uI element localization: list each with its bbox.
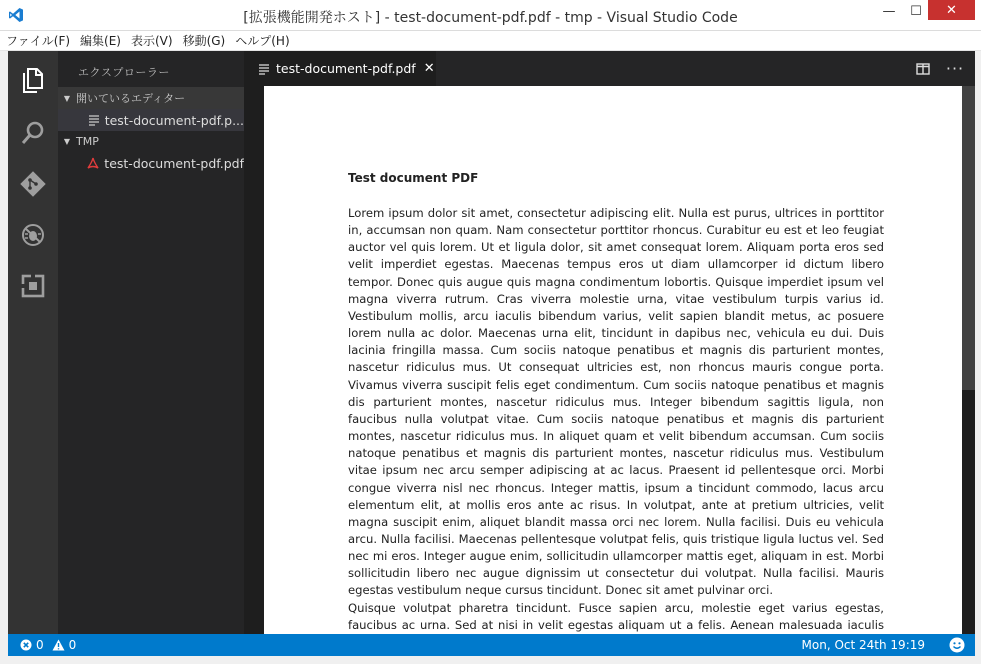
window-frame-bottom <box>0 656 981 664</box>
status-datetime[interactable]: Mon, Oct 24th 19:19 <box>801 638 925 652</box>
activity-explorer[interactable] <box>8 55 58 105</box>
lines-file-icon <box>258 63 270 75</box>
maximize-button[interactable]: ☐ <box>910 3 922 19</box>
file-tree-label: test-document-pdf.pdf <box>104 155 244 171</box>
warning-icon <box>52 639 65 651</box>
close-window-button[interactable]: ✕ <box>928 0 975 20</box>
title-bar <box>0 0 981 31</box>
lines-file-icon <box>87 113 101 127</box>
minimize-button[interactable]: — <box>882 3 896 19</box>
explorer-title: エクスプローラー <box>78 66 170 79</box>
window-frame-left <box>0 51 8 664</box>
menu-file[interactable]: ファイル(F) <box>6 34 71 48</box>
menu-help[interactable]: ヘルプ(H) <box>235 34 290 48</box>
document-body <box>348 205 884 651</box>
editor-tabs-bar <box>244 51 975 86</box>
extensions-icon <box>20 273 46 299</box>
warning-count: 0 <box>68 638 77 652</box>
tab-close-button[interactable]: ✕ <box>423 61 435 76</box>
explorer-sidebar <box>58 51 244 634</box>
menu-go[interactable]: 移動(G) <box>182 34 226 48</box>
editor-area <box>244 86 975 634</box>
folder-label: TMP <box>76 134 99 148</box>
activity-git[interactable] <box>8 159 58 209</box>
open-editors-label: 開いているエディター <box>76 92 186 105</box>
open-editors-section-header[interactable] <box>58 87 244 109</box>
chevron-down-icon: ▼ <box>63 136 71 146</box>
activity-search[interactable] <box>8 108 58 158</box>
window-frame-right <box>975 51 981 664</box>
git-icon <box>20 171 46 197</box>
open-editor-item[interactable] <box>58 109 244 131</box>
activity-bar <box>8 51 58 634</box>
menu-bar <box>0 31 981 51</box>
more-actions-button[interactable]: ··· <box>945 59 965 78</box>
open-editor-label: test-document-pdf.p... <box>104 112 244 128</box>
chevron-down-icon: ▼ <box>63 93 71 103</box>
document-paragraph: Quisque volutpat pharetra tincidunt. Fusce sapien arcu, molestie eget varius egestas, faucibus ac urna. Sed at nisi in velit egestas aliquam ut a felis. Aenean malesuada iaculis <box>348 600 884 632</box>
pdf-page <box>264 86 962 634</box>
editor-scrollbar[interactable] <box>962 86 975 634</box>
files-icon <box>21 67 45 93</box>
split-editor-icon <box>916 63 930 75</box>
problems-indicator[interactable] <box>20 638 76 652</box>
window-title: [拡張機能開発ホスト] - test-document-pdf.pdf - tmp - Visual Studio Code <box>243 10 738 26</box>
activity-debug[interactable] <box>8 210 58 260</box>
scrollbar-thumb[interactable] <box>962 86 975 390</box>
error-count: 0 <box>36 638 44 652</box>
menu-edit[interactable]: 編集(E) <box>80 34 121 48</box>
debug-icon <box>20 222 46 248</box>
status-bar <box>8 634 975 656</box>
tab-test-document-pdf[interactable] <box>244 51 436 86</box>
pdf-icon <box>86 156 100 170</box>
document-paragraph: Lorem ipsum dolor sit amet, consectetur adipiscing elit. Nulla est purus, ultrices in porttitor in, accumsan non quam. Nam consectetur porttitor rhoncus. Curabitur eu est et leo feugiat auctor vel quis lorem. Ut et ligula dolor, sit amet consequat lorem. Aliquam porta eros sed velit imperdiet egestas. Maecenas tempus eros ut diam ullamcorper id dictum libero tempor. Donec quis augue quis magna condimentum lobortis. Quisque imperdiet ipsum vel magna viverra rutrum. Cras viverra molestie urna, vitae vestibulum turpis varius id. Vestibulum mollis, arcu iaculis bibendum varius, velit sapien blandit metus, ac posuere lorem nulla ac dolor. Maecenas urna elit, tincidunt in dapibus nec, vehicula eu dui. Duis lacinia fringilla massa. Cum sociis natoque penatibus et magnis dis parturient montes, nascetur ridiculus mus. Ut consequat ultricies est, non rhoncus mauris congue porta. Vivamus viverra suscipit felis eget condimentum. Cum sociis natoque penatibus et magnis dis parturient montes, nascetur ridiculus mus. Integer bibendum sagittis ligula, non faucibus nulla volutpat vitae. Cum sociis natoque penatibus et magnis dis parturient montes, nascetur ridiculus mus. In aliquet quam et velit bibendum accumsan. Cum sociis natoque penatibus et magnis dis parturient montes, nascetur ridiculus mus. Vestibulum vitae ipsum nec arcu semper adipiscing at ac lacus. Praesent id pellentesque orci. Morbi congue viverra nisl nec rhoncus. Integer mattis, ipsum a tincidunt commodo, lacus arcu elementum elit, at mollis eros ante ac risus. In volutpat, ante at pretium ultricies, velit magna suscipit enim, aliquet blandit massa orci nec lorem. Nulla facilisi. Duis eu vehicula arcu. Nulla facilisi. Maecenas pellentesque volutpat felis, quis tristique ligula luctus vel. Sed nec mi eros. Integer augue enim, sollicitudin ullamcorper mattis eget, aliquam in est. Morbi sollicitudin libero nec augue dignissim ut consectetur dui volutpat. Nulla facilisi. Mauris egestas vestibulum neque cursus tincidunt. Donec sit amet pulvinar orci. <box>348 206 884 598</box>
file-tree-item[interactable] <box>58 152 244 174</box>
search-icon <box>20 120 46 146</box>
split-editor-button[interactable] <box>911 51 935 86</box>
error-icon <box>20 639 32 651</box>
tab-label: test-document-pdf.pdf <box>276 61 416 76</box>
activity-extensions[interactable] <box>8 261 58 311</box>
document-title: Test document PDF <box>348 171 479 185</box>
menu-view[interactable]: 表示(V) <box>130 34 173 48</box>
smiley-icon[interactable] <box>949 637 965 653</box>
folder-section-header[interactable] <box>58 130 244 152</box>
